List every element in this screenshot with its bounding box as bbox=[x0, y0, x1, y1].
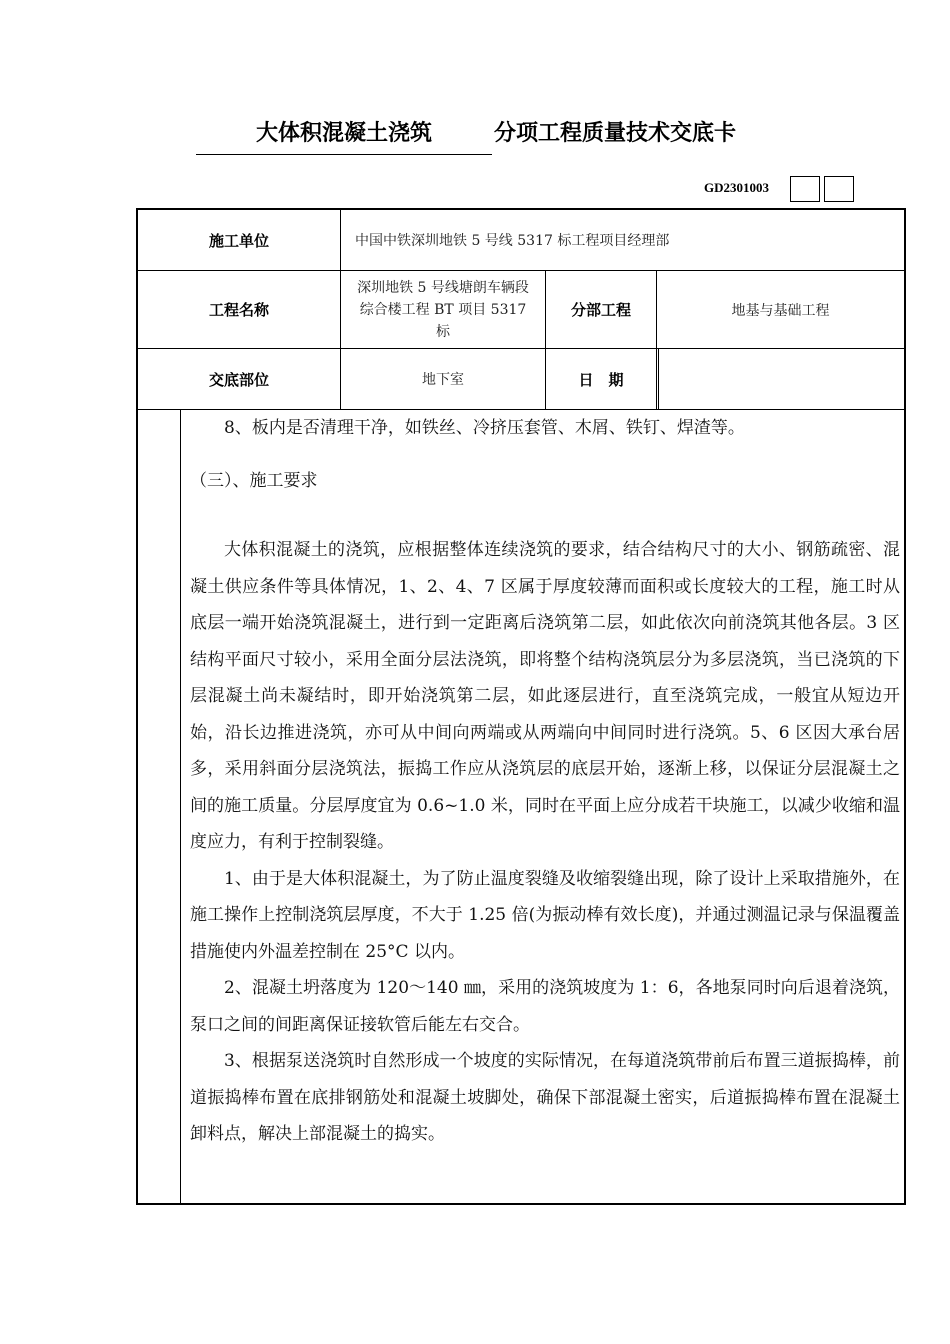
section-heading: （三）、施工要求 bbox=[190, 471, 318, 491]
row-location bbox=[138, 349, 904, 410]
project-name-value: 深圳地铁 5 号线塘朗车辆段综合楼工程 BT 项目 5317 标 bbox=[357, 279, 529, 340]
requirement-1: 1、由于是大体积混凝土，为了防止温度裂缝及收缩裂缝出现，除了设计上采取措施外，在施工操作上控制浇筑层厚度，不大于 1.25 倍(为振动棒有效长度)，并通过测温记录与保温覆盖措施使内外温差控制在 25°C 以内。 bbox=[190, 868, 900, 962]
project-name-label: 工程名称 bbox=[208, 301, 269, 319]
location-value: 地下室 bbox=[422, 372, 464, 388]
disclosure-content bbox=[190, 410, 900, 1153]
title-card-type: 分项工程质量技术交底卡 bbox=[494, 121, 737, 146]
sub-project-value: 地基与基础工程 bbox=[731, 302, 830, 319]
title-subject: 大体积混凝土浇筑 bbox=[196, 118, 492, 155]
pouring-method-paragraph: 大体积混凝土的浇筑，应根据整体连续浇筑的要求，结合结构尺寸的大小、钢筋疏密、混凝土供应条件等具体情况，1、2、4、7 区属于厚度较薄而面积或长度较大的工程，施工时从底层一端开始浇筑混凝土，进行到一定距离后浇筑第二层，如此依次向前浇筑其他各层。3 区结构平面尺寸较小，采用全面分层法浇筑，即将整个结构浇筑层分为多层浇筑，当已浇筑的下层混凝土尚未凝结时，即开始浇筑第二层，如此逐层进行，直至浇筑完成，一般宜从短边开始，沿长边推进浇筑，亦可从中间向两端或从两端向中间同时进行浇筑。5、6 区因大承台居多，采用斜面分层浇筑法，振捣工作应从浇筑层的底层开始，逐渐上移，以保证分层混凝土之间的施工质量。分层厚度宜为 0.6~1.0 米，同时在平面上应分成若干块施工，以减少收缩和温度应力，有利于控制裂缝。 bbox=[190, 540, 900, 852]
body-left-margin-cell bbox=[138, 410, 181, 1203]
check-item-8: 8、板内是否清理干净，如铁丝、冷挤压套管、木屑、铁钉、焊渣等。 bbox=[224, 418, 745, 438]
code-box-2 bbox=[824, 176, 854, 202]
document-title bbox=[0, 118, 950, 158]
construction-unit-value: 中国中铁深圳地铁 5 号线 5317 标工程项目经理部 bbox=[355, 233, 670, 249]
document-code: GD2301003 bbox=[704, 180, 769, 195]
date-value bbox=[659, 349, 904, 409]
location-label: 交底部位 bbox=[208, 370, 269, 389]
code-box-1 bbox=[790, 176, 820, 202]
construction-unit-label: 施工单位 bbox=[208, 231, 269, 250]
requirement-3: 3、根据泵送浇筑时自然形成一个坡度的实际情况，在每道浇筑带前后布置三道振捣棒，前道振捣棒布置在底排钢筋处和混凝土坡脚处，确保下部混凝土密实，后道振捣棒布置在混凝土卸料点，解决上部混凝土的捣实。 bbox=[190, 1051, 900, 1144]
row-construction-unit bbox=[138, 210, 904, 271]
requirement-2: 2、混凝土坍落度为 120～140 ㎜，采用的浇筑坡度为 1：6，各地泵同时向后退着浇筑，泵口之间的间距离保证接软管后能左右交合。 bbox=[190, 978, 900, 1035]
disclosure-table bbox=[136, 208, 906, 1205]
row-project-name bbox=[138, 271, 904, 349]
sub-project-label: 分部工程 bbox=[570, 301, 631, 319]
date-label: 日 期 bbox=[578, 370, 624, 389]
